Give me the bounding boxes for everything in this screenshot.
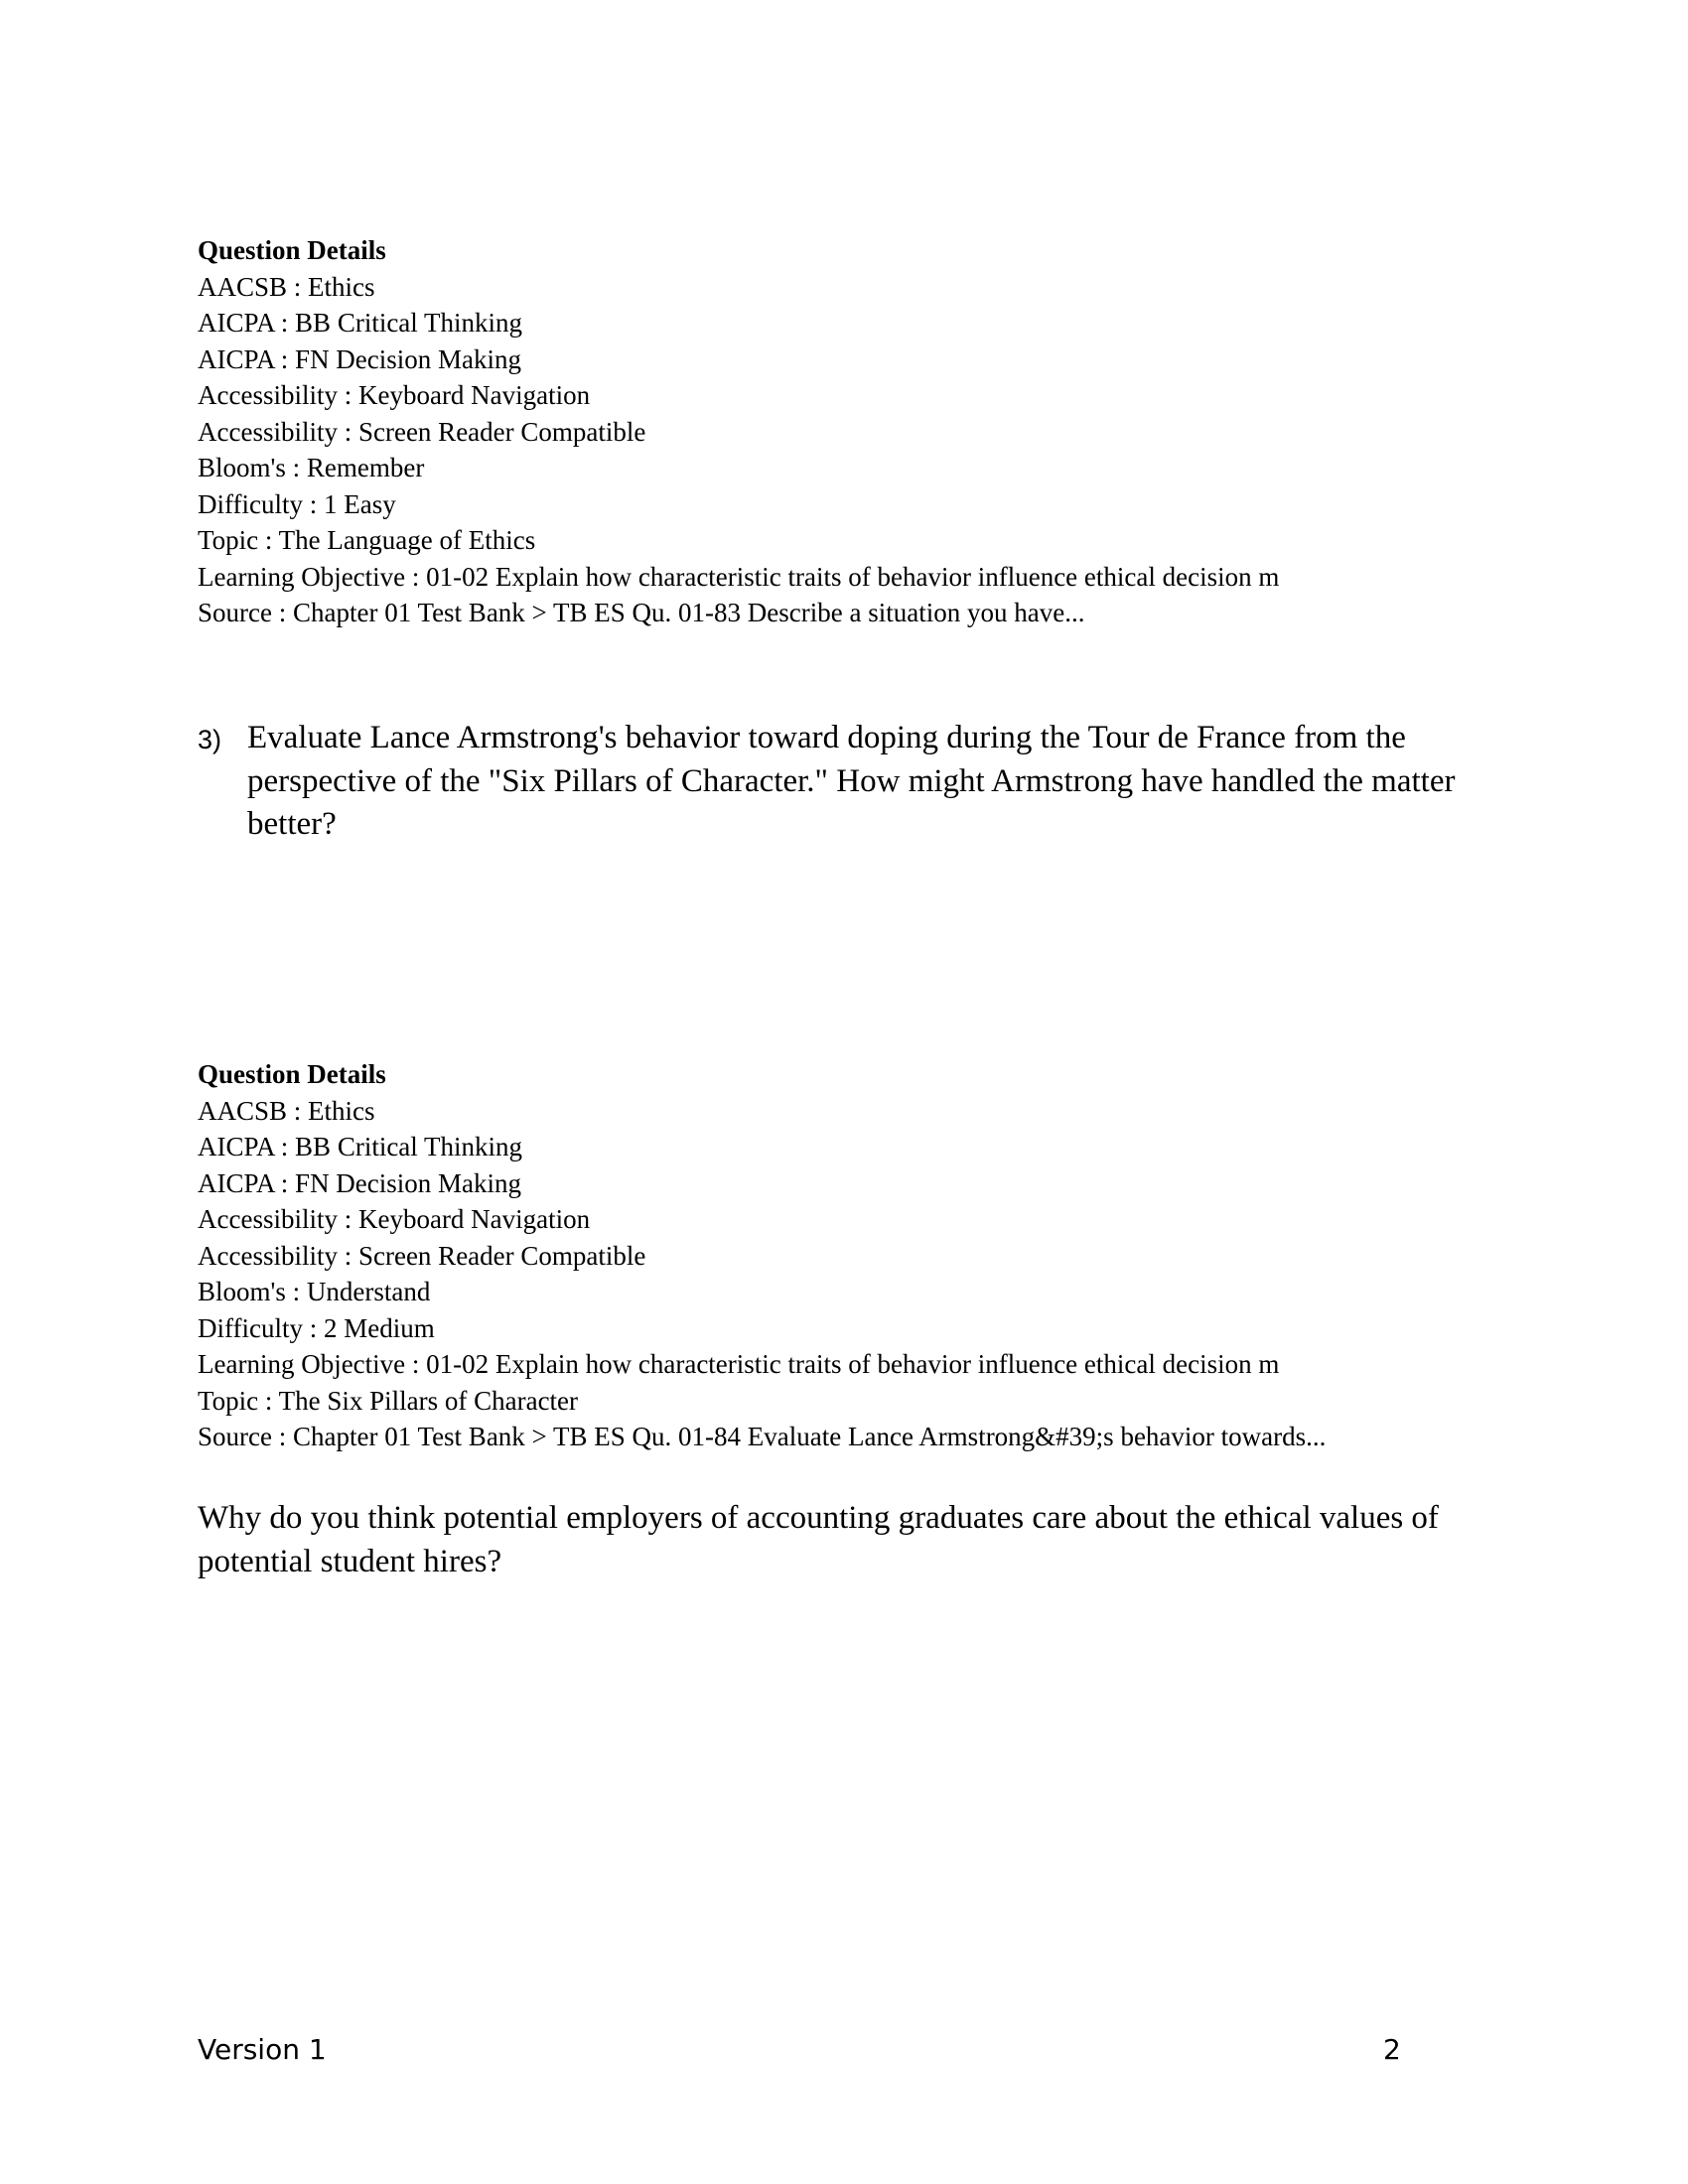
detail-accessibility-screen-reader: Accessibility : Screen Reader Compatible: [198, 416, 646, 447]
detail-topic: Topic : The Six Pillars of Character: [198, 1385, 579, 1416]
question-text: Evaluate Lance Armstrong's behavior toward doping during the Tour de France from the perspective of the "Six Pillars of Character." How might Armstrong have handled the matter better?: [247, 720, 1456, 842]
question-details-block: [198, 1056, 1568, 1455]
page-number: 2: [1383, 2033, 1401, 2066]
detail-accessibility-keyboard: Accessibility : Keyboard Navigation: [198, 380, 591, 410]
detail-learning-objective: Learning Objective : 01-02 Explain how characteristic traits of behavior influence ethical decision m: [198, 1349, 1280, 1379]
detail-aicpa-fn: AICPA : FN Decision Making: [198, 1167, 522, 1198]
detail-topic: Topic : The Language of Ethics: [198, 525, 536, 555]
detail-blooms: Bloom's : Remember: [198, 453, 425, 482]
detail-aicpa-bb: AICPA : BB Critical Thinking: [198, 1132, 523, 1161]
detail-aacsb: AACSB : Ethics: [198, 271, 375, 302]
question-text: Why do you think potential employers of accounting graduates care about the ethical values of potential student hires?: [198, 1500, 1439, 1579]
detail-source: Source : Chapter 01 Test Bank > TB ES Qu. 01-84 Evaluate Lance Armstrong&#39;s behavior towards...: [198, 1422, 1327, 1451]
question-3: [198, 717, 1488, 847]
footer-version: Version 1: [198, 2033, 327, 2066]
question-details-heading: Question Details: [198, 235, 386, 265]
detail-source: Source : Chapter 01 Test Bank > TB ES Qu. 01-83 Describe a situation you have...: [198, 598, 1085, 627]
question-4: [198, 1497, 1488, 1583]
detail-aicpa-fn: AICPA : FN Decision Making: [198, 343, 522, 374]
question-details-heading: Question Details: [198, 1059, 386, 1089]
detail-difficulty: Difficulty : 2 Medium: [198, 1312, 435, 1343]
question-number: 3): [198, 725, 222, 754]
detail-blooms: Bloom's : Understand: [198, 1277, 431, 1306]
detail-accessibility-screen-reader: Accessibility : Screen Reader Compatible: [198, 1240, 646, 1271]
question-details-block: [198, 232, 1568, 631]
detail-accessibility-keyboard: Accessibility : Keyboard Navigation: [198, 1204, 591, 1234]
detail-difficulty: Difficulty : 1 Easy: [198, 488, 396, 519]
detail-aicpa-bb: AICPA : BB Critical Thinking: [198, 308, 523, 338]
detail-learning-objective: Learning Objective : 01-02 Explain how characteristic traits of behavior influence ethical decision m: [198, 561, 1280, 592]
detail-aacsb: AACSB : Ethics: [198, 1095, 375, 1126]
